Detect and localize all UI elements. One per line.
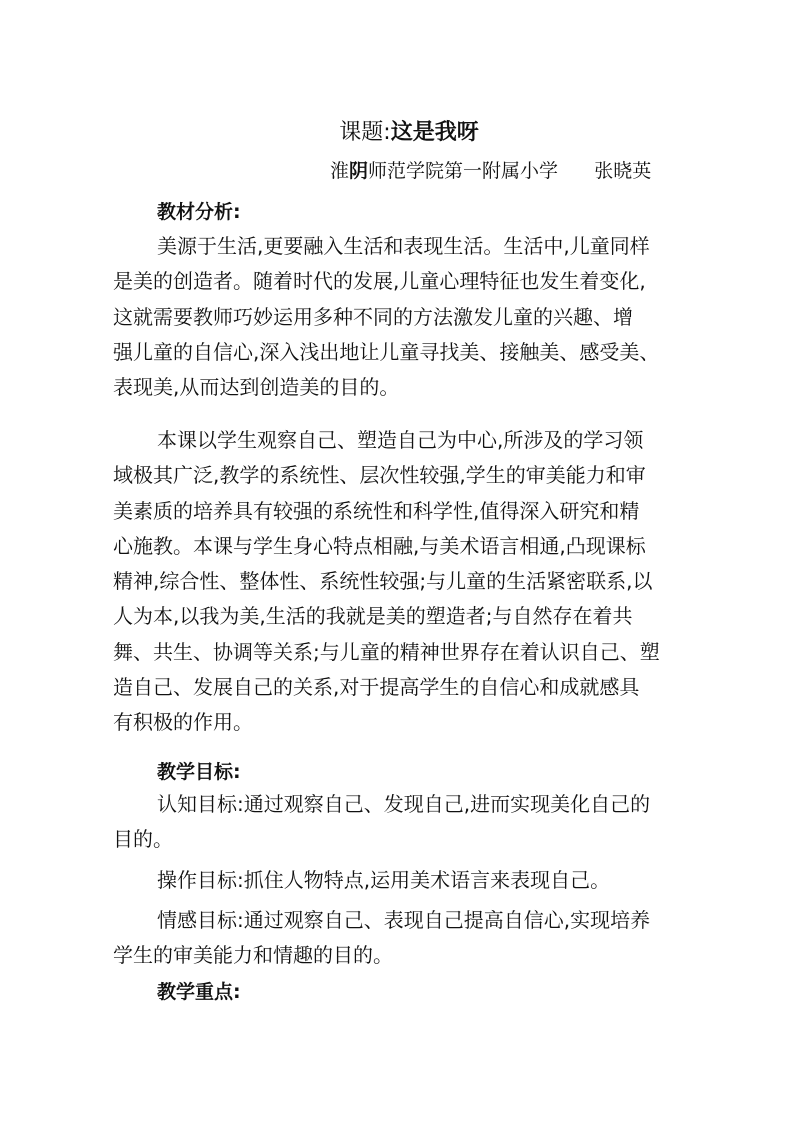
text-line: 精神,综合性、整体性、系统性较强;与儿童的生活紧密联系,以 (113, 569, 653, 594)
text-line: 舞、共生、协调等关系;与儿童的精神世界存在着认识自己、塑 (113, 639, 660, 664)
paragraph-analysis-2 (113, 423, 673, 741)
text-line: 造自己、发展自己的关系,对于提高学生的自信心和成就感具 (113, 675, 640, 700)
page-title (0, 118, 794, 148)
text-line: 目的。 (113, 827, 173, 852)
author-name: 张晓英 (594, 160, 652, 182)
text-line: 操作目标:抓住人物特点,运用美术语言来表现自己。 (157, 868, 611, 892)
text-line: 是美的创造者。随着时代的发展,儿童心理特征也发生着变化, (113, 269, 646, 294)
text-line: 域极其广泛,教学的系统性、层次性较强,学生的审美能力和审 (113, 463, 646, 488)
author-byline (330, 158, 651, 184)
text-line: 这就需要教师巧妙运用多种不同的方法激发儿童的兴趣、增 (113, 304, 633, 329)
text-line: 本课以学生观察自己、塑造自己为中心,所涉及的学习领 (157, 428, 644, 452)
text-line: 表现美,从而达到创造美的目的。 (113, 375, 400, 400)
heading-goals: 教学目标: (157, 761, 241, 783)
text-line: 人为本,以我为美,生活的我就是美的塑造者;与自然存在着共 (113, 604, 633, 629)
text-line: 有积极的作用。 (113, 710, 253, 735)
paragraph-goal-cognitive (113, 787, 673, 858)
title-main: 这是我呀 (390, 120, 479, 145)
text-line: 认知目标:通过观察自己、发现自己,进而实现美化自己的 (157, 792, 651, 816)
paragraph-goal-operation (113, 863, 673, 898)
text-line: 美源于生活,更要融入生活和表现生活。生活中,儿童同样 (157, 234, 650, 258)
title-prefix: 课题: (339, 120, 391, 145)
text-line: 美素质的培养具有较强的系统性和科学性,值得深入研究和精 (113, 498, 640, 523)
school-name-part3: 师范学院第一附属小学 (368, 160, 559, 182)
school-name-part1: 淮 (330, 160, 350, 182)
text-line: 学生的审美能力和情趣的目的。 (113, 943, 393, 968)
heading-focus: 教学重点: (157, 981, 241, 1003)
school-name-part2: 阴 (349, 160, 369, 182)
text-line: 心施教。本课与学生身心特点相融,与美术语言相通,凸现课标 (113, 533, 646, 558)
paragraph-goal-emotion (113, 903, 673, 974)
text-line: 强儿童的自信心,深入浅出地让儿童寻找美、接触美、感受美、 (113, 339, 660, 364)
text-line: 情感目标:通过观察自己、表现自己提高自信心,实现培养 (157, 908, 651, 932)
paragraph-analysis-1 (113, 229, 673, 405)
heading-analysis: 教材分析: (157, 201, 241, 223)
